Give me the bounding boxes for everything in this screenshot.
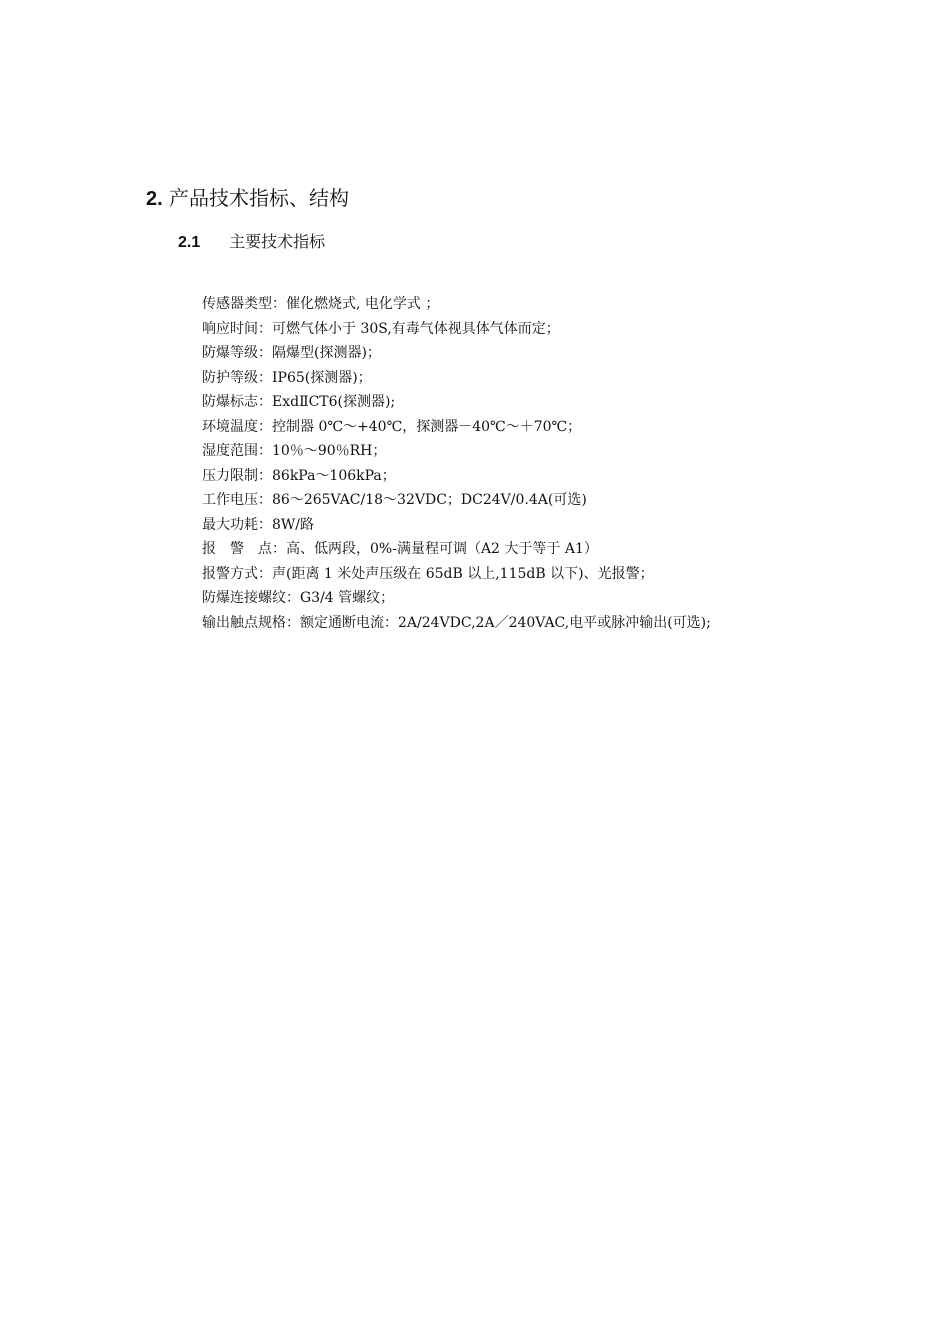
- section-title: 产品技术指标、结构: [169, 186, 350, 210]
- spec-item-ambient-temperature: 环境温度：控制器 0℃～+40℃，探测器－40℃～＋70℃；: [202, 418, 582, 435]
- spec-item-alarm-points: 报 警 点：高、低两段，0%-满量程可调（A2 大于等于 A1）: [202, 541, 598, 557]
- subsection-number: 2.1: [178, 234, 201, 251]
- subsection-heading: [178, 230, 325, 255]
- section-heading: [146, 184, 349, 213]
- spec-item-connection-thread: 防爆连接螺纹：G3/4 管螺纹；: [202, 590, 395, 606]
- spec-item-humidity-range: 湿度范围：10％～90％RH；: [202, 443, 387, 459]
- spec-item-sensor-type: 传感器类型：催化燃烧式, 电化学式 ；: [202, 296, 440, 312]
- spec-item-explosion-proof-grade: 防爆等级：隔爆型(探测器)；: [202, 345, 381, 361]
- spec-list: [202, 292, 711, 635]
- spec-item-output-contact: 输出触点规格：额定通断电流：2A/24VDC,2A／240VAC,电平或脉冲输出(可选);: [202, 614, 711, 631]
- spec-item-response-time: 响应时间：可燃气体小于 30S,有毒气体视具体气体而定；: [202, 320, 560, 337]
- spec-item-max-power: 最大功耗：8W/路: [202, 516, 315, 533]
- spec-item-working-voltage: 工作电压：86～265VAC/18～32VDC；DC24V/0.4A(可选): [202, 492, 587, 508]
- section-number: 2.: [146, 188, 163, 210]
- spec-item-pressure-limit: 压力限制：86kPa～106kPa；: [202, 467, 396, 484]
- subsection-title: 主要技术指标: [229, 232, 326, 251]
- spec-item-explosion-proof-mark: 防爆标志：ExdⅡCT6(探测器);: [202, 394, 396, 410]
- spec-item-protection-grade: 防护等级：IP65(探测器)；: [202, 369, 372, 386]
- spec-item-alarm-mode: 报警方式：声(距离 1 米处声压级在 65dB 以上,115dB 以下)、光报警；: [202, 565, 654, 582]
